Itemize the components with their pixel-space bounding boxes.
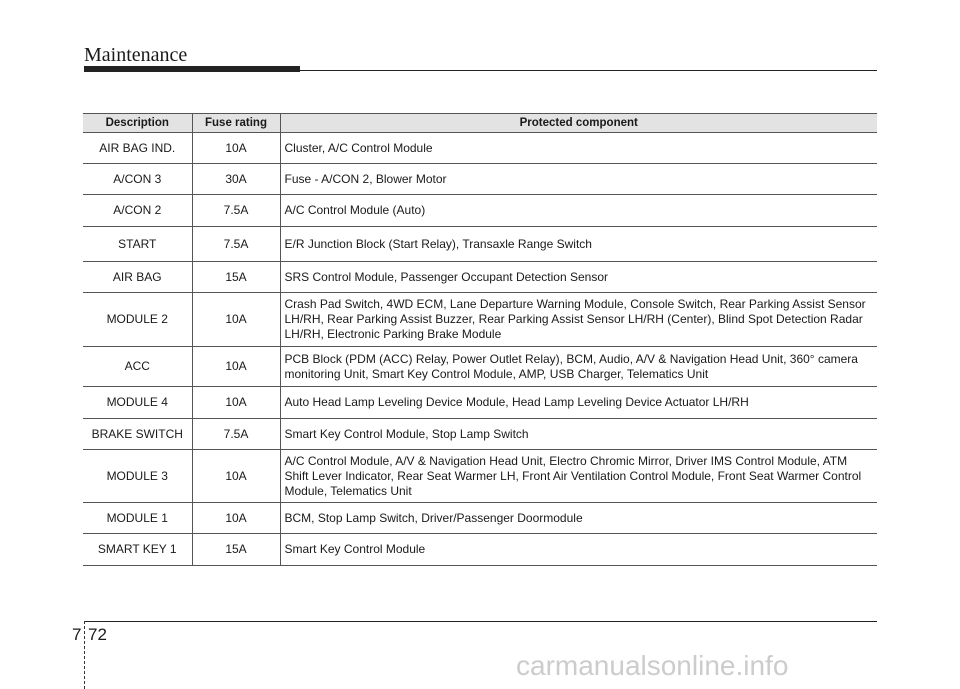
watermark: carmanualsonline.info [516, 650, 789, 681]
fuse-rating-cell: 7.5A [192, 227, 280, 262]
fuse-rating-cell: 7.5A [192, 419, 280, 450]
table-row [83, 387, 877, 419]
table-row [83, 133, 877, 164]
fuse-description-cell: ACC [83, 347, 192, 387]
footer-dashed-line [84, 621, 85, 689]
fuse-rating-cell: 10A [192, 133, 280, 164]
fuse-rating-cell: 7.5A [192, 195, 280, 227]
protected-component-cell: Crash Pad Switch, 4WD ECM, Lane Departure Warning Module, Console Switch, Rear Parking Assist Sensor LH/RH, Rear Parking Assist Buzzer, Rear Parking Assist Sensor LH/RH (Center), Blind Spot Detection Radar LH/RH, Electronic Parking Brake Module [280, 293, 877, 347]
fuse-rating-cell: 30A [192, 164, 280, 195]
protected-component-cell: Cluster, A/C Control Module [280, 133, 877, 164]
protected-component-cell: Auto Head Lamp Leveling Device Module, Head Lamp Leveling Device Actuator LH/RH [280, 387, 877, 419]
protected-component-cell: Fuse - A/CON 2, Blower Motor [280, 164, 877, 195]
fuse-rating-cell: 10A [192, 293, 280, 347]
fuse-rating-cell: 15A [192, 534, 280, 566]
header-accent-bar [84, 66, 300, 72]
column-header-description: Description [83, 114, 192, 133]
header-rule [300, 70, 877, 71]
protected-component-cell: BCM, Stop Lamp Switch, Driver/Passenger Doormodule [280, 503, 877, 534]
chapter-number: 7 [72, 625, 82, 644]
protected-component-cell: PCB Block (PDM (ACC) Relay, Power Outlet Relay), BCM, Audio, A/V & Navigation Head Unit, 360° camera monitoring Unit, Smart Key Control Module, AMP, USB Charger, Telematics Unit [280, 347, 877, 387]
protected-component-cell: A/C Control Module (Auto) [280, 195, 877, 227]
protected-component-cell: E/R Junction Block (Start Relay), Transaxle Range Switch [280, 227, 877, 262]
fuse-description-cell: AIR BAG IND. [83, 133, 192, 164]
table-row [83, 293, 877, 347]
protected-component-cell: SRS Control Module, Passenger Occupant Detection Sensor [280, 262, 877, 293]
fuse-rating-cell: 10A [192, 503, 280, 534]
table-row [83, 419, 877, 450]
fuse-rating-cell: 15A [192, 262, 280, 293]
protected-component-cell: A/C Control Module, A/V & Navigation Head Unit, Electro Chromic Mirror, Driver IMS Control Module, ATM Shift Lever Indicator, Rear Seat Warmer LH, Front Air Ventilation Control Module, Front Seat Warmer Control Module, Telematics Unit [280, 450, 877, 503]
table-row [83, 347, 877, 387]
column-header-protected-component: Protected component [280, 114, 877, 133]
table-row [83, 450, 877, 503]
page-header-title: Maintenance [84, 44, 188, 66]
table-row [83, 195, 877, 227]
protected-component-cell: Smart Key Control Module [280, 534, 877, 566]
fuse-description-cell: MODULE 4 [83, 387, 192, 419]
fuse-description-cell: MODULE 3 [83, 450, 192, 503]
table-row [83, 503, 877, 534]
fuse-rating-cell: 10A [192, 387, 280, 419]
column-header-fuse-rating: Fuse rating [192, 114, 280, 133]
fuse-description-cell: SMART KEY 1 [83, 534, 192, 566]
fuse-description-cell: AIR BAG [83, 262, 192, 293]
table-row [83, 164, 877, 195]
fuse-description-cell: A/CON 2 [83, 195, 192, 227]
fuse-table-header [83, 114, 877, 133]
fuse-description-cell: START [83, 227, 192, 262]
table-row [83, 262, 877, 293]
fuse-description-cell: BRAKE SWITCH [83, 419, 192, 450]
fuse-description-cell: MODULE 2 [83, 293, 192, 347]
protected-component-cell: Smart Key Control Module, Stop Lamp Switch [280, 419, 877, 450]
page-number: 72 [88, 625, 107, 644]
fuse-rating-cell: 10A [192, 450, 280, 503]
table-row [83, 534, 877, 566]
fuse-description-cell: A/CON 3 [83, 164, 192, 195]
footer-rule [84, 621, 877, 622]
fuse-rating-cell: 10A [192, 347, 280, 387]
fuse-description-cell: MODULE 1 [83, 503, 192, 534]
table-row [83, 227, 877, 262]
fuse-table [83, 113, 877, 566]
